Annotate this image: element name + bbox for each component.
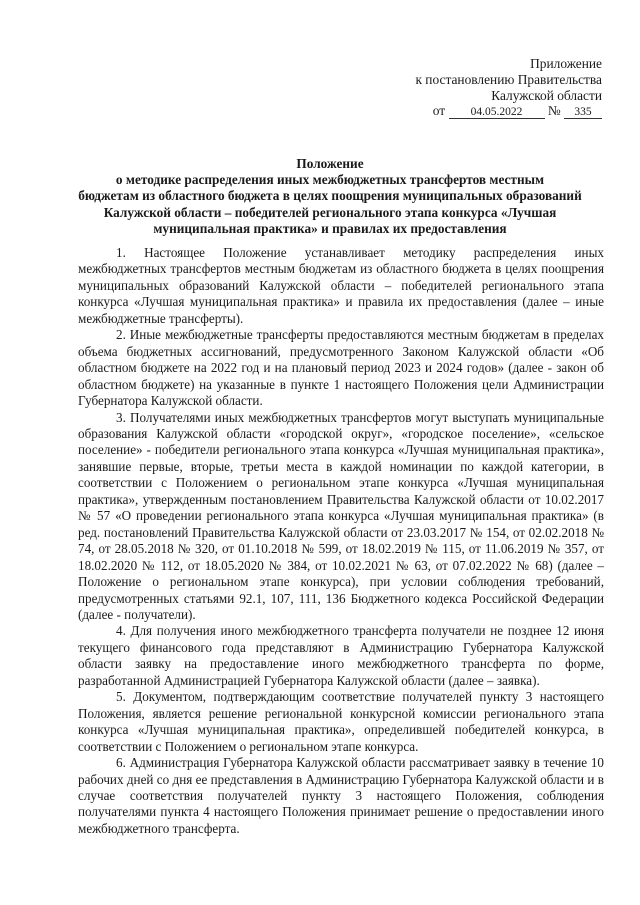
date-prefix: от [432,103,446,119]
appendix-date-row [342,103,602,119]
decree-date: 04.05.2022 [449,106,545,119]
paragraph-5: 5. Документом, подтверждающим соответствие получателей пункту 3 настоящего Положения, является решение региональной конкурсной комиссии регионального этапа конкурса «Лучшая муниципальная практика», определившей победителей конкурса, в соответствии с Положением о региональном этапе конкурса. [78,689,604,754]
paragraph-1: 1. Настоящее Положение устанавливает методику распределения иных межбюджетных трансфертов местным бюджетам из областного бюджета в целях поощрения муниципальных образований Калужской области – победителей регионального этапа конкурса «Лучшая муниципальная практика» и правила их предоставления (далее – иные межбюджетные трансферты). [78,245,604,326]
number-prefix: № [547,103,561,119]
title-line: Положение [296,156,364,171]
document-body [78,245,604,837]
appendix-header [342,56,602,119]
paragraph-6: 6. Администрация Губернатора Калужской области рассматривает заявку в течение 10 рабочих дней со дня ее представления в Администрацию Губернатора Калужской области и в случае соответствия получателей пункту 3 настоящего Положения, соблюдения получателями пункта 4 настоящего Положения принимает решение о предоставлении иного межбюджетного трансферта. [78,755,604,836]
appendix-label: Приложение [530,56,602,71]
paragraph-2: 2. Иные межбюджетные трансферты предоставляются местным бюджетам в пределах объема бюджетных ассигнований, предусмотренного Законом Калужской области «Об областном бюджете на 2022 год и на плановый период 2023 и 2024 годов» (далее - закон об областном бюджете) на указанные в пункте 1 настоящего Положения цели Администрации Губернатора Калужской области. [78,327,604,409]
paragraph-4: 4. Для получения иного межбюджетного трансферта получатели не позднее 12 июня текущего финансового года представляют в Администрацию Губернатора Калужской области заявку на предоставление иного межбюджетного трансферта по форме, разработанной Администрацией Губернатора Калужской области (далее – заявка). [78,623,604,688]
paragraph-3: 3. Получателями иных межбюджетных трансфертов могут выступать муниципальные образования Калужской области «городской округ», «городское поселение», «сельское поселение» - победители регионального этапа конкурса «Лучшая муниципальная практика», занявшие первые, вторые, третьи места в каждой номинации по каждой категории, в соответствии с Положением о региональном этапе конкурса «Лучшая муниципальная практика», утвержденным постановлением Правительства Калужской области от 10.02.2017 № 57 «О проведении регионального этапа конкурса «Лучшая муниципальная практика» (в ред. постановлений Правительства Калужской области от 23.03.2017 № 154, от 02.02.2018 № 74, от 28.05.2018 № 320, от 01.10.2018 № 599, от 18.02.2019 № 115, от 11.06.2019 № 357, от 18.02.2020 № 112, от 18.05.2020 № 384, от 10.02.2021 № 63, от 07.02.2022 № 68) (далее – Положение о региональном этапе конкурса), при условии соблюдения требований, предусмотренных статьями 92.1, 107, 111, 136 Бюджетного кодекса Российской Федерации (далее - получатели). [78,409,604,622]
appendix-decree-ref: к постановлению Правительства [415,71,602,87]
title-line: бюджетам из областного бюджета в целях поощрения муниципальных образований [78,188,582,204]
appendix-region: Калужской области [491,87,602,103]
title-line: Калужской области – победителей регионального этапа конкурса «Лучшая [103,204,557,220]
document-title [60,156,600,237]
decree-number: 335 [564,106,602,119]
title-line: о методике распределения иных межбюджетных трансфертов местным [115,172,545,188]
title-line: муниципальная практика» и правилах их предоставления [153,220,507,236]
